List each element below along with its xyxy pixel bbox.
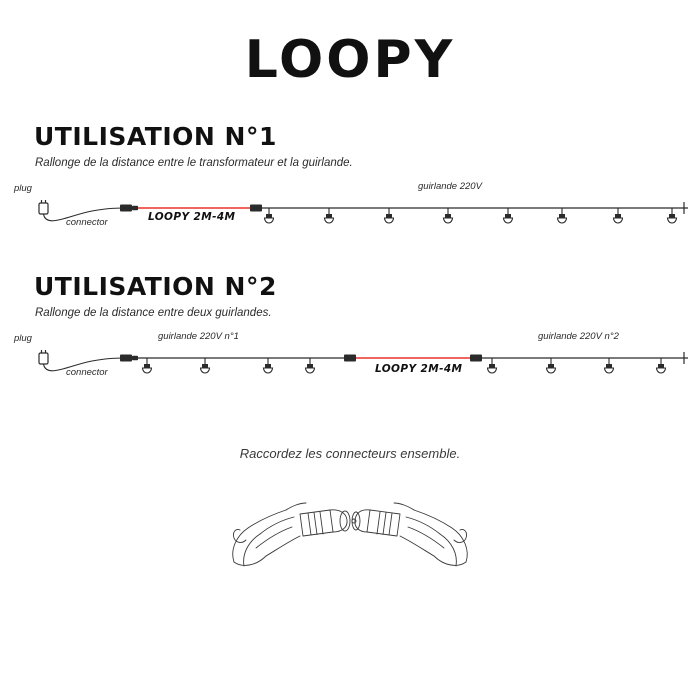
caption-text: Raccordez les connecteurs ensemble. <box>239 446 461 461</box>
diagram-utilisation-2 <box>0 325 700 395</box>
label-connector-1: connector <box>66 217 108 228</box>
bulb <box>265 208 677 223</box>
hands-connectors-drawing <box>200 470 500 580</box>
label-plug-1: plug <box>14 183 32 194</box>
connector-icon-2 <box>120 355 138 362</box>
label-loopy-cable-2: LOOPY 2M-4M <box>375 363 463 375</box>
plug-icon-1 <box>39 200 48 214</box>
section-1-subtitle: Rallonge de la distance entre le transformateur et la guirlande. <box>35 157 353 169</box>
connector-icon-2c <box>470 355 482 362</box>
wiring-diagram-1 <box>0 175 700 245</box>
label-connector-2: connector <box>66 367 108 378</box>
diagram-utilisation-1 <box>0 175 700 245</box>
label-plug-2: plug <box>14 333 32 344</box>
label-guirlande-2a: guirlande 220V n°1 <box>158 331 239 342</box>
label-loopy-cable-1: LOOPY 2M-4M <box>148 211 236 223</box>
connector-icon-2b <box>344 355 356 362</box>
section-utilisation-2 <box>0 272 700 395</box>
section-1-title: UTILISATION N°1 <box>34 122 277 151</box>
label-guirlande-2b: guirlande 220V n°2 <box>538 331 619 342</box>
brand-title: LOOPY <box>244 30 456 90</box>
section-utilisation-1 <box>0 122 700 245</box>
plug-icon-2 <box>39 350 48 364</box>
label-guirlande-1: guirlande 220V <box>418 181 482 192</box>
section-2-subtitle: Rallonge de la distance entre deux guirlandes. <box>35 307 272 319</box>
connector-icon-1b <box>250 205 262 212</box>
section-2-title: UTILISATION N°2 <box>34 272 277 301</box>
hands-illustration <box>200 470 500 580</box>
connector-icon-1 <box>120 205 138 212</box>
